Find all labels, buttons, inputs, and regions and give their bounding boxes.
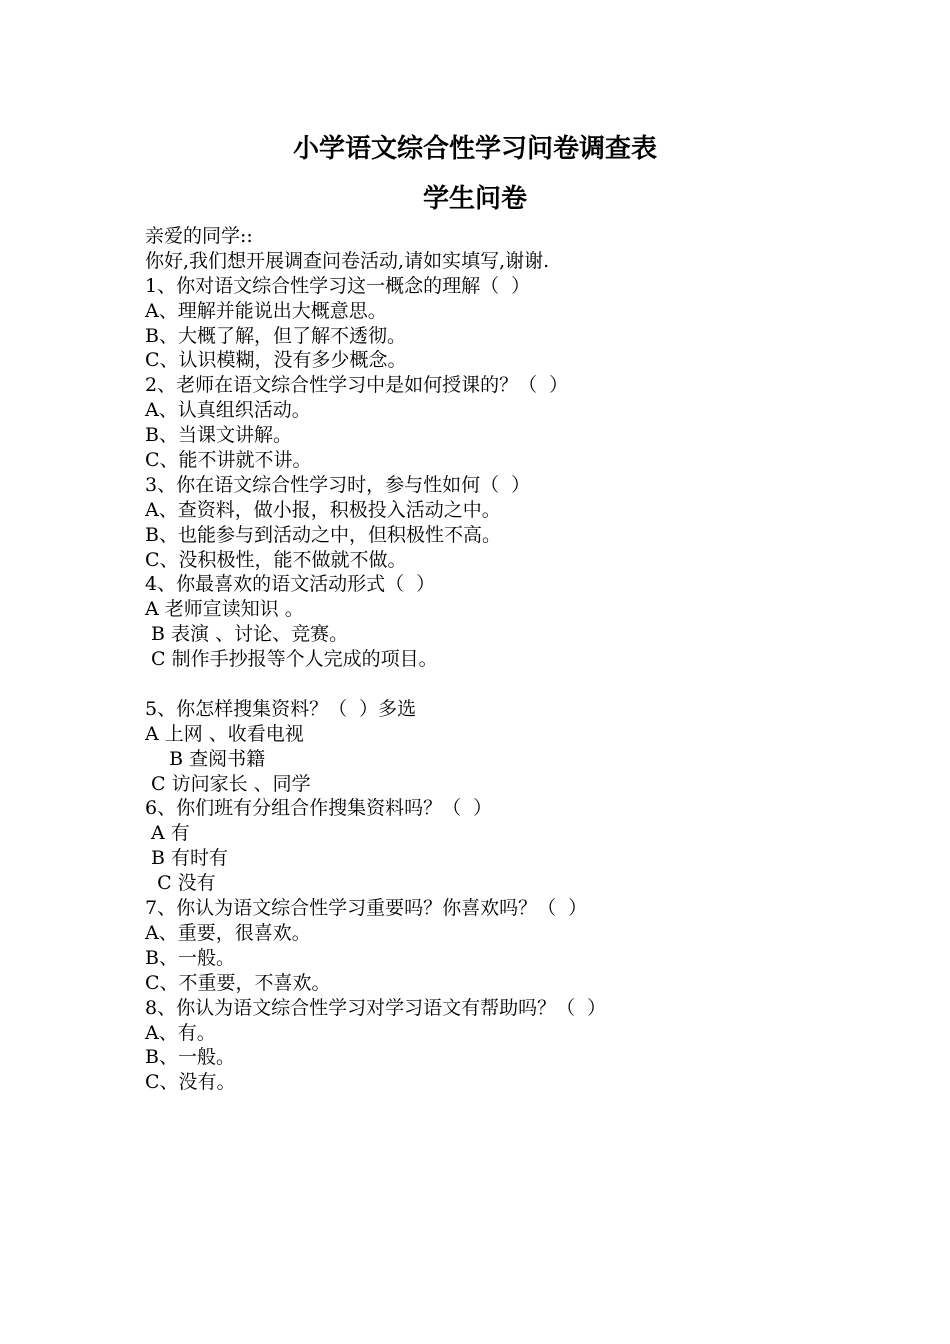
- option-c: C、没有。: [145, 1071, 236, 1094]
- option-b: B、一般。: [145, 1046, 235, 1069]
- option-a: A 老师宣读知识 。: [145, 598, 304, 621]
- option-a: A、认真组织活动。: [145, 399, 311, 422]
- question-7: [145, 896, 845, 996]
- option-b: B 有时有: [145, 847, 229, 870]
- question-text: 2、老师在语文综合性学习中是如何授课的？（ ）: [145, 374, 569, 397]
- option-c: C、不重要，不喜欢。: [145, 971, 331, 994]
- option-a: A、重要，很喜欢。: [145, 921, 311, 944]
- option-c: C、没积极性，能不做就不做。: [145, 548, 407, 571]
- question-text: 1、你对语文综合性学习这一概念的理解（ ）: [145, 274, 531, 297]
- question-6: [145, 796, 845, 896]
- questionnaire-body: [145, 224, 845, 1095]
- question-text: 6、你们班有分组合作搜集资料吗？（ ）: [145, 797, 493, 820]
- question-4: [145, 572, 845, 672]
- option-c: C 没有: [145, 872, 216, 895]
- option-b: B、也能参与到活动之中，但积极性不高。: [145, 523, 501, 546]
- question-8: [145, 996, 845, 1096]
- blank-line: [145, 672, 845, 697]
- question-5: [145, 697, 845, 797]
- question-text: 3、你在语文综合性学习时，参与性如何（ ）: [145, 473, 531, 496]
- question-3: [145, 473, 845, 573]
- option-a: A 有: [145, 822, 190, 845]
- question-2: [145, 373, 845, 473]
- intro: 你好,我们想开展调查问卷活动,请如实填写,谢谢.: [145, 249, 550, 272]
- document-title: 小学语文综合性学习问卷调查表: [292, 134, 657, 164]
- option-b: B 查阅书籍: [145, 747, 266, 770]
- question-1: [145, 274, 845, 374]
- option-b: B、当课文讲解。: [145, 424, 292, 447]
- option-c: C、能不讲就不讲。: [145, 449, 312, 472]
- question-text: 8、你认为语文综合性学习对学习语文有帮助吗？（ ）: [145, 996, 607, 1019]
- option-a: A、查资料，做小报，积极投入活动之中。: [145, 498, 501, 521]
- option-c: C 制作手抄报等个人完成的项目。: [145, 648, 438, 671]
- option-c: C 访问家长 、同学: [145, 772, 311, 795]
- option-a: A 上网 、收看电视: [145, 722, 304, 745]
- option-a: A、理解并能说出大概意思。: [145, 299, 387, 322]
- option-a: A、有。: [145, 1021, 216, 1044]
- option-b: B 表演 、讨论、竞赛。: [145, 623, 349, 646]
- question-text: 7、你认为语文综合性学习重要吗？你喜欢吗？（ ）: [145, 897, 588, 920]
- option-c: C、认识模糊，没有多少概念。: [145, 349, 407, 372]
- question-text: 4、你最喜欢的语文活动形式（ ）: [145, 573, 436, 596]
- option-b: B、一般。: [145, 946, 235, 969]
- document-subtitle: 学生问卷: [422, 184, 527, 214]
- greeting: 亲爱的同学::: [145, 225, 253, 247]
- option-b: B、大概了解，但了解不透彻。: [145, 324, 406, 347]
- question-text: 5、你怎样搜集资料？（ ）多选: [145, 697, 417, 720]
